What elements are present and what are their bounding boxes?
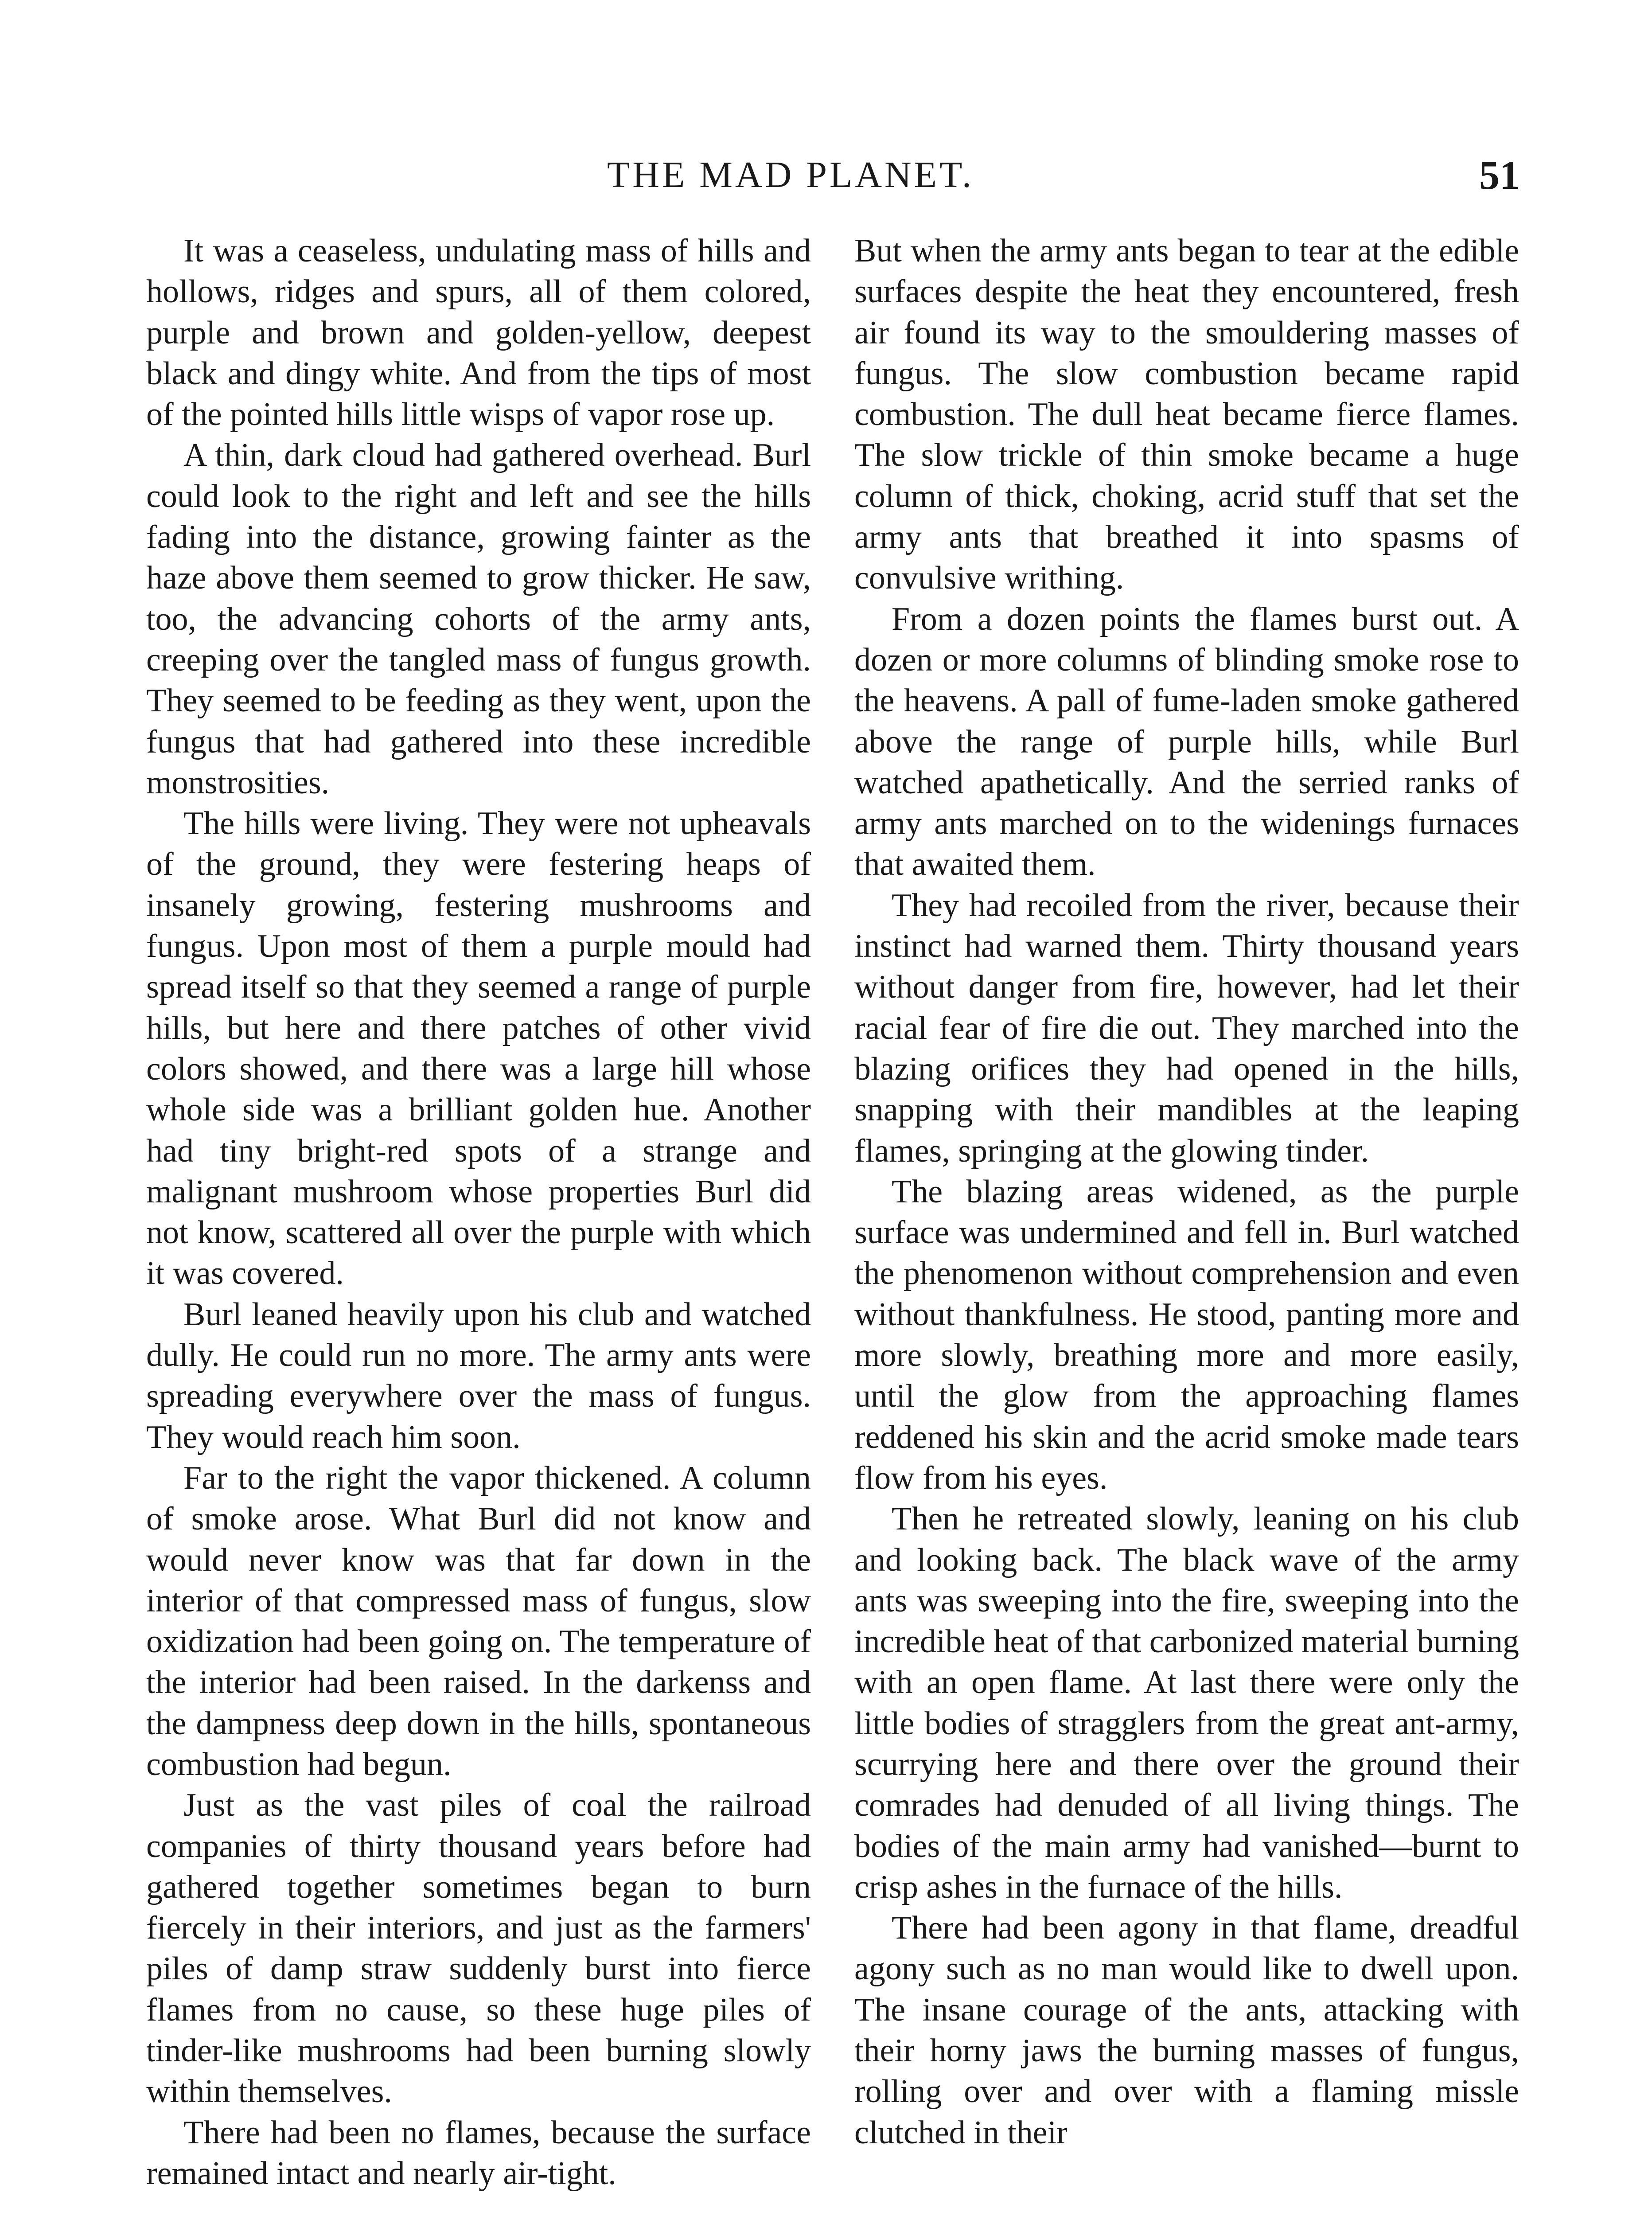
paragraph: From a dozen points the flames burst out. A dozen or more columns of blinding smoke rose to the heavens. A pall of fume-laden smoke gathered above the range of purple hills, while Burl watched apathetically. And the serried ranks of army ants marched on to the widenings furnaces that awaited them. bbox=[854, 601, 1519, 883]
right-column bbox=[854, 230, 1519, 2153]
page-number: 51 bbox=[1479, 152, 1520, 198]
paragraph: There had been agony in that flame, dreadful agony such as no man would like to dwell upon. The insane courage of the ants, attacking with their horny jaws the burning masses of fungus, rolling over and over with a flaming missle clutched in their bbox=[854, 1910, 1519, 2151]
paragraph: The hills were living. They were not upheavals of the ground, they were festering heaps of insanely growing, festering mushrooms and fungus. Upon most of them a purple mould had spread itself so that they seemed a range of purple hills, but here and there patches of other vivid colors showed, and there was a large hill whose whole side was a brilliant golden hue. Another had tiny bright-red spots of a strange and malignant mushroom whose properties Burl did not know, scattered all over the purple with which it was covered. bbox=[146, 805, 811, 1292]
paragraph: There had been no flames, because the surface remained intact and nearly air-tight. bbox=[146, 2114, 811, 2192]
paragraph: Just as the vast piles of coal the railroad companies of thirty thousand years before had gathered together sometimes began to burn fiercely in their interiors, and just as the farmers' piles of damp straw suddenly burst into fierce flames from no cause, so these huge piles of tinder-like mushrooms had been burning slowly within themselves. bbox=[146, 1787, 811, 2110]
paragraph: Far to the right the vapor thickened. A column of smoke arose. What Burl did not know and would never know was that far down in the interior of that compressed mass of fungus, slow oxidization had been going on. The temperature of the interior had been raised. In the darkenss and the dampness deep down in the hills, spontaneous combustion had begun. bbox=[146, 1459, 811, 1783]
paragraph: Burl leaned heavily upon his club and watched dully. He could run no more. The army ants were spreading everywhere over the mass of fungus. They would reach him soon. bbox=[146, 1296, 811, 1455]
paragraph-continued: But when the army ants began to tear at the edible surfaces despite the heat they encountered, fresh air found its way to the smouldering masses of fungus. The slow combustion became rapid combustion. The dull heat became fierce flames. The slow trickle of thin smoke became a huge column of thick, choking, acrid stuff that set the army ants that breathed it into spasms of convulsive writhing. bbox=[854, 233, 1519, 597]
paragraph: The blazing areas widened, as the purple surface was undermined and fell in. Burl watched the phenomenon without comprehension and even without thankfulness. He stood, panting more and more slowly, breathing more and more easily, until the glow from the approaching flames reddened his skin and the acrid smoke made tears flow from his eyes. bbox=[854, 1173, 1519, 1496]
paragraph: It was a ceaseless, undulating mass of hills and hollows, ridges and spurs, all of them colored, purple and brown and golden-yellow, deepest black and dingy white. And from the tips of most of the pointed hills little wisps of vapor rose up. bbox=[146, 233, 811, 433]
running-title: THE MAD PLANET. bbox=[607, 154, 974, 195]
left-column bbox=[146, 230, 811, 2194]
paragraph: A thin, dark cloud had gathered overhead. Burl could look to the right and left and see the hills fading into the distance, growing fainter as the haze above them seemed to grow thicker. He saw, too, the advancing cohorts of the army ants, creeping over the tangled mass of fungus growth. They seemed to be feeding as they went, upon the fungus that had gathered into these incredible monstrosities. bbox=[146, 437, 811, 801]
page-header bbox=[133, 146, 1520, 204]
paragraph: Then he retreated slowly, leaning on his club and looking back. The black wave of the army ants was sweeping into the fire, sweeping into the incredible heat of that carbonized material burning with an open flame. At last there were only the little bodies of stragglers from the great ant-army, scurrying here and there over the ground their comrades had denuded of all living things. The bodies of the main army had vanished—burnt to crisp ashes in the furnace of the hills. bbox=[854, 1501, 1519, 1905]
paragraph: They had recoiled from the river, because their instinct had warned them. Thirty thousand years without danger from fire, however, had let their racial fear of fire die out. They marched into the blazing orifices they had opened in the hills, snapping with their mandibles at the leaping flames, springing at the glowing tinder. bbox=[854, 887, 1519, 1169]
